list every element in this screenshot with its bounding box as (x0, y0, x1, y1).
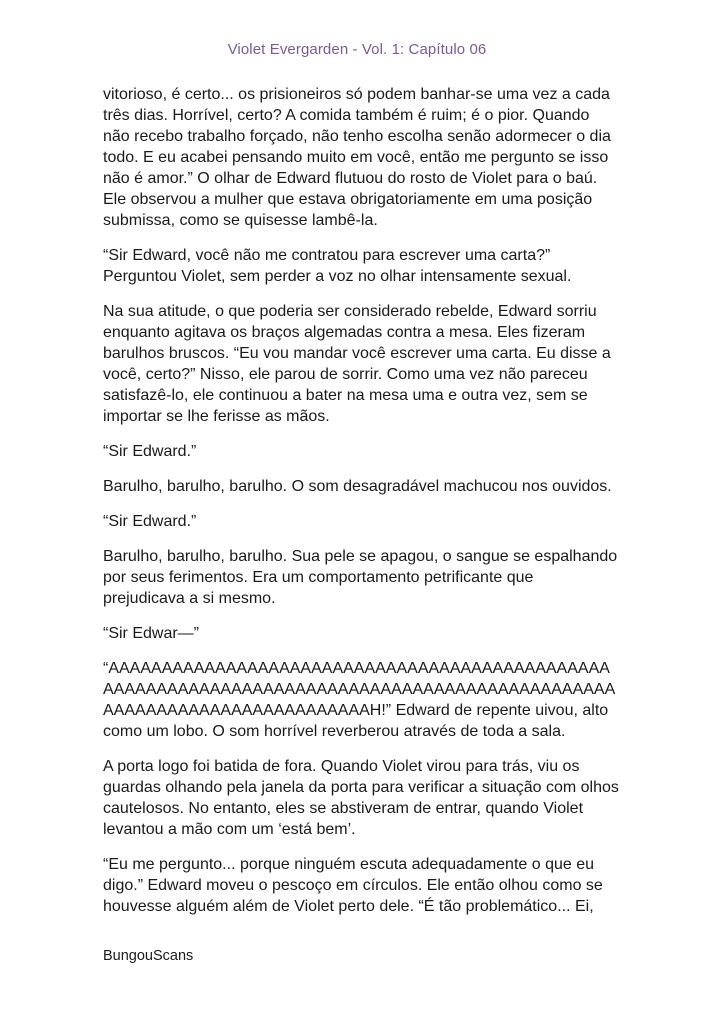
footer-credit: BungouScans (103, 948, 194, 964)
paragraph-1: vitorioso, é certo... os prisioneiros só podem banhar-se uma vez a cada três dias. Horrível, certo? A comida também é ruim; é o pior. Quando não recebo trabalho forçado, não tenho escolha senão adormecer o dia todo. E eu acabei pensando muito em você, então me pergunto se isso não é amor.” O olhar de Edward flutuou do rosto de Violet para o baú. Ele observou a mulher que estava obrigatoriamente em uma posição submissa, como se quisesse lambê-la. (103, 86, 611, 229)
paragraph-2: “Sir Edward, você não me contratou para escrever uma carta?” Perguntou Violet, sem perder a voz no olhar intensamente sexual. (103, 247, 572, 285)
paragraph-10: A porta logo foi batida de fora. Quando Violet virou para trás, viu os guardas olhando pela janela da porta para verificar a situação com olhos cautelosos. No entanto, eles se abstiveram de entrar, quando Violet levantou a mão com um ‘está bem’. (103, 758, 619, 838)
body-text (103, 84, 619, 931)
paragraph-11: “Eu me pergunto... porque ninguém escuta adequadamente o que eu digo.” Edward moveu o pescoço em círculos. Ele então olhou como se houvesse alguém além de Violet perto dele. “É tão problemático... Ei, (103, 856, 603, 915)
paragraph-5: Barulho, barulho, barulho. O som desagradável machucou nos ouvidos. (103, 478, 612, 495)
paragraph-4: “Sir Edward.” (103, 443, 197, 460)
running-header: Violet Evergarden - Vol. 1: Capítulo 06 (227, 41, 487, 58)
paragraph-6: “Sir Edward.” (103, 513, 197, 530)
paragraph-3: Na sua atitude, o que poderia ser considerado rebelde, Edward sorriu enquanto agitava os braços algemadas contra a mesa. Eles fizeram barulhos bruscos. “Eu vou mandar você escrever uma carta. Eu disse a você, certo?” Nisso, ele parou de sorrir. Como uma vez não pareceu satisfazê-lo, ele continuou a bater na mesa uma e outra vez, sem se importar se lhe ferisse as mãos. (103, 303, 611, 425)
paragraph-7: Barulho, barulho, barulho. Sua pele se apagou, o sangue se espalhando por seus ferimentos. Era um comportamento petrificante que prejudicava a si mesmo. (103, 548, 618, 607)
paragraph-8: “Sir Edwar—” (103, 625, 200, 642)
paragraph-9: “AAAAAAAAAAAAAAAAAAAAAAAAAAAAAAAAAAAAAAAAAAAAAAAAAAAAAAAAAAAAAAAAAAAAAAAAAAAAAAAAAAAAAAAAAAAAAAAAAAAAAAAAAAAAAAAAAAAAAAAAH!” Edward de repente uivou, alto como um lobo. O som horrível reverberou através de toda a sala. (103, 660, 616, 740)
